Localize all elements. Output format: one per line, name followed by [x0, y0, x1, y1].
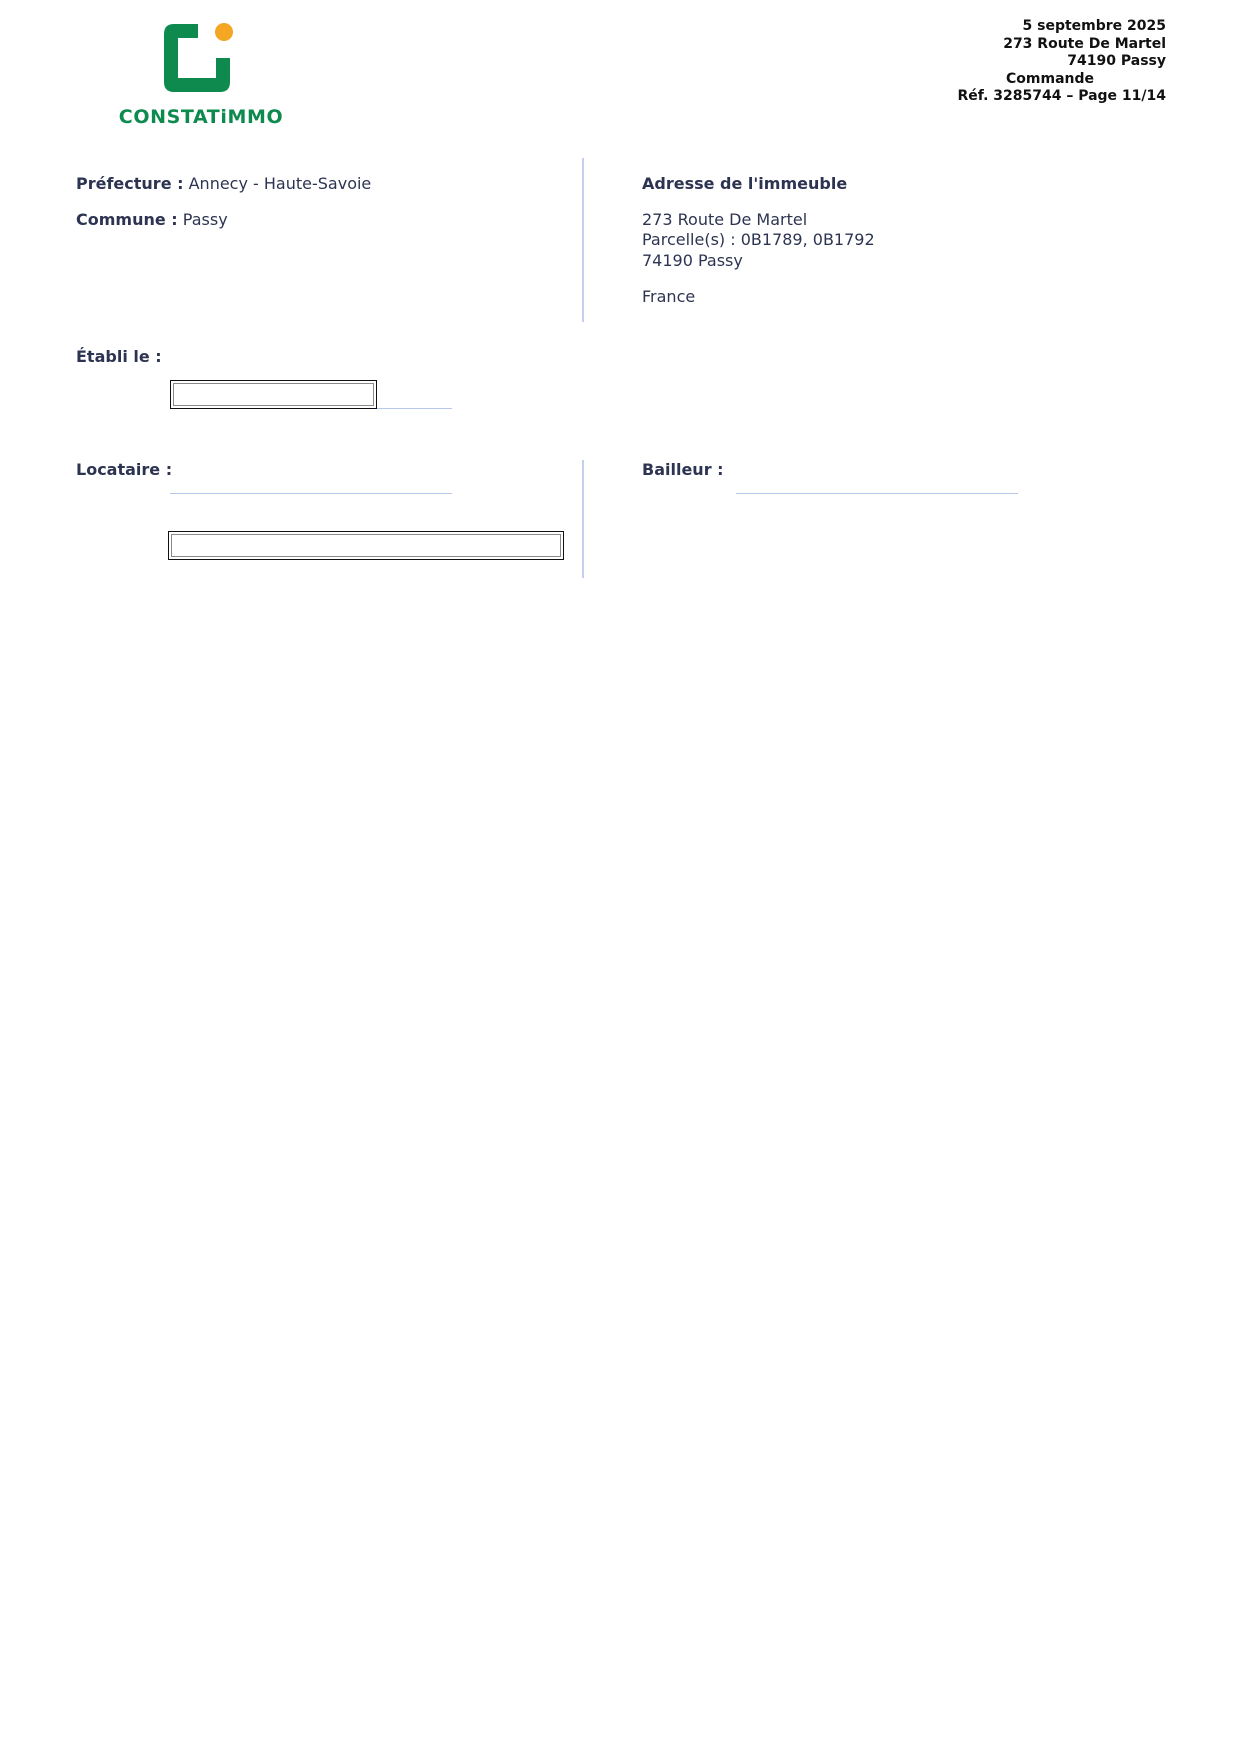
prefecture-value: Annecy - Haute-Savoie: [188, 174, 372, 193]
established-date-input[interactable]: [173, 383, 374, 406]
prefecture-label: Préfecture :: [76, 174, 184, 193]
commune-label: Commune :: [76, 210, 178, 229]
established-date-field[interactable]: [170, 380, 377, 409]
commune-row: [76, 210, 228, 230]
logo-wordmark: CONSTATiMMO: [118, 106, 284, 128]
building-street: 273 Route De Martel: [642, 210, 808, 229]
established-underline: [377, 408, 452, 409]
logo-mark: [118, 20, 284, 106]
reference-page: Réf. 3285744 – Page 11/14: [957, 88, 1166, 105]
prefecture-row: [76, 174, 371, 194]
company-logo: [118, 20, 284, 130]
document-header: [957, 18, 1166, 106]
building-country: France: [642, 287, 696, 306]
document-date: 5 septembre 2025: [1022, 18, 1166, 34]
tenant-label: Locataire :: [76, 460, 173, 479]
established-label: Établi le :: [76, 347, 162, 366]
order-label: Commande: [1006, 70, 1094, 87]
commune-value: Passy: [182, 210, 228, 229]
building-parcels: Parcelle(s) : 0B1789, 0B1792: [642, 230, 875, 249]
column-divider-bottom: [582, 460, 584, 578]
landlord-underline[interactable]: [736, 493, 1018, 494]
building-address-title: Adresse de l'immeuble: [642, 174, 848, 193]
landlord-label: Bailleur :: [642, 460, 724, 479]
header-address-line2: 74190 Passy: [1067, 53, 1166, 70]
header-address-line1: 273 Route De Martel: [1003, 35, 1166, 52]
tenant-signature-field[interactable]: [168, 531, 564, 560]
column-divider-top: [582, 158, 584, 322]
tenant-underline: [170, 493, 452, 494]
tenant-signature-input[interactable]: [171, 534, 561, 557]
building-city: 74190 Passy: [642, 251, 743, 270]
